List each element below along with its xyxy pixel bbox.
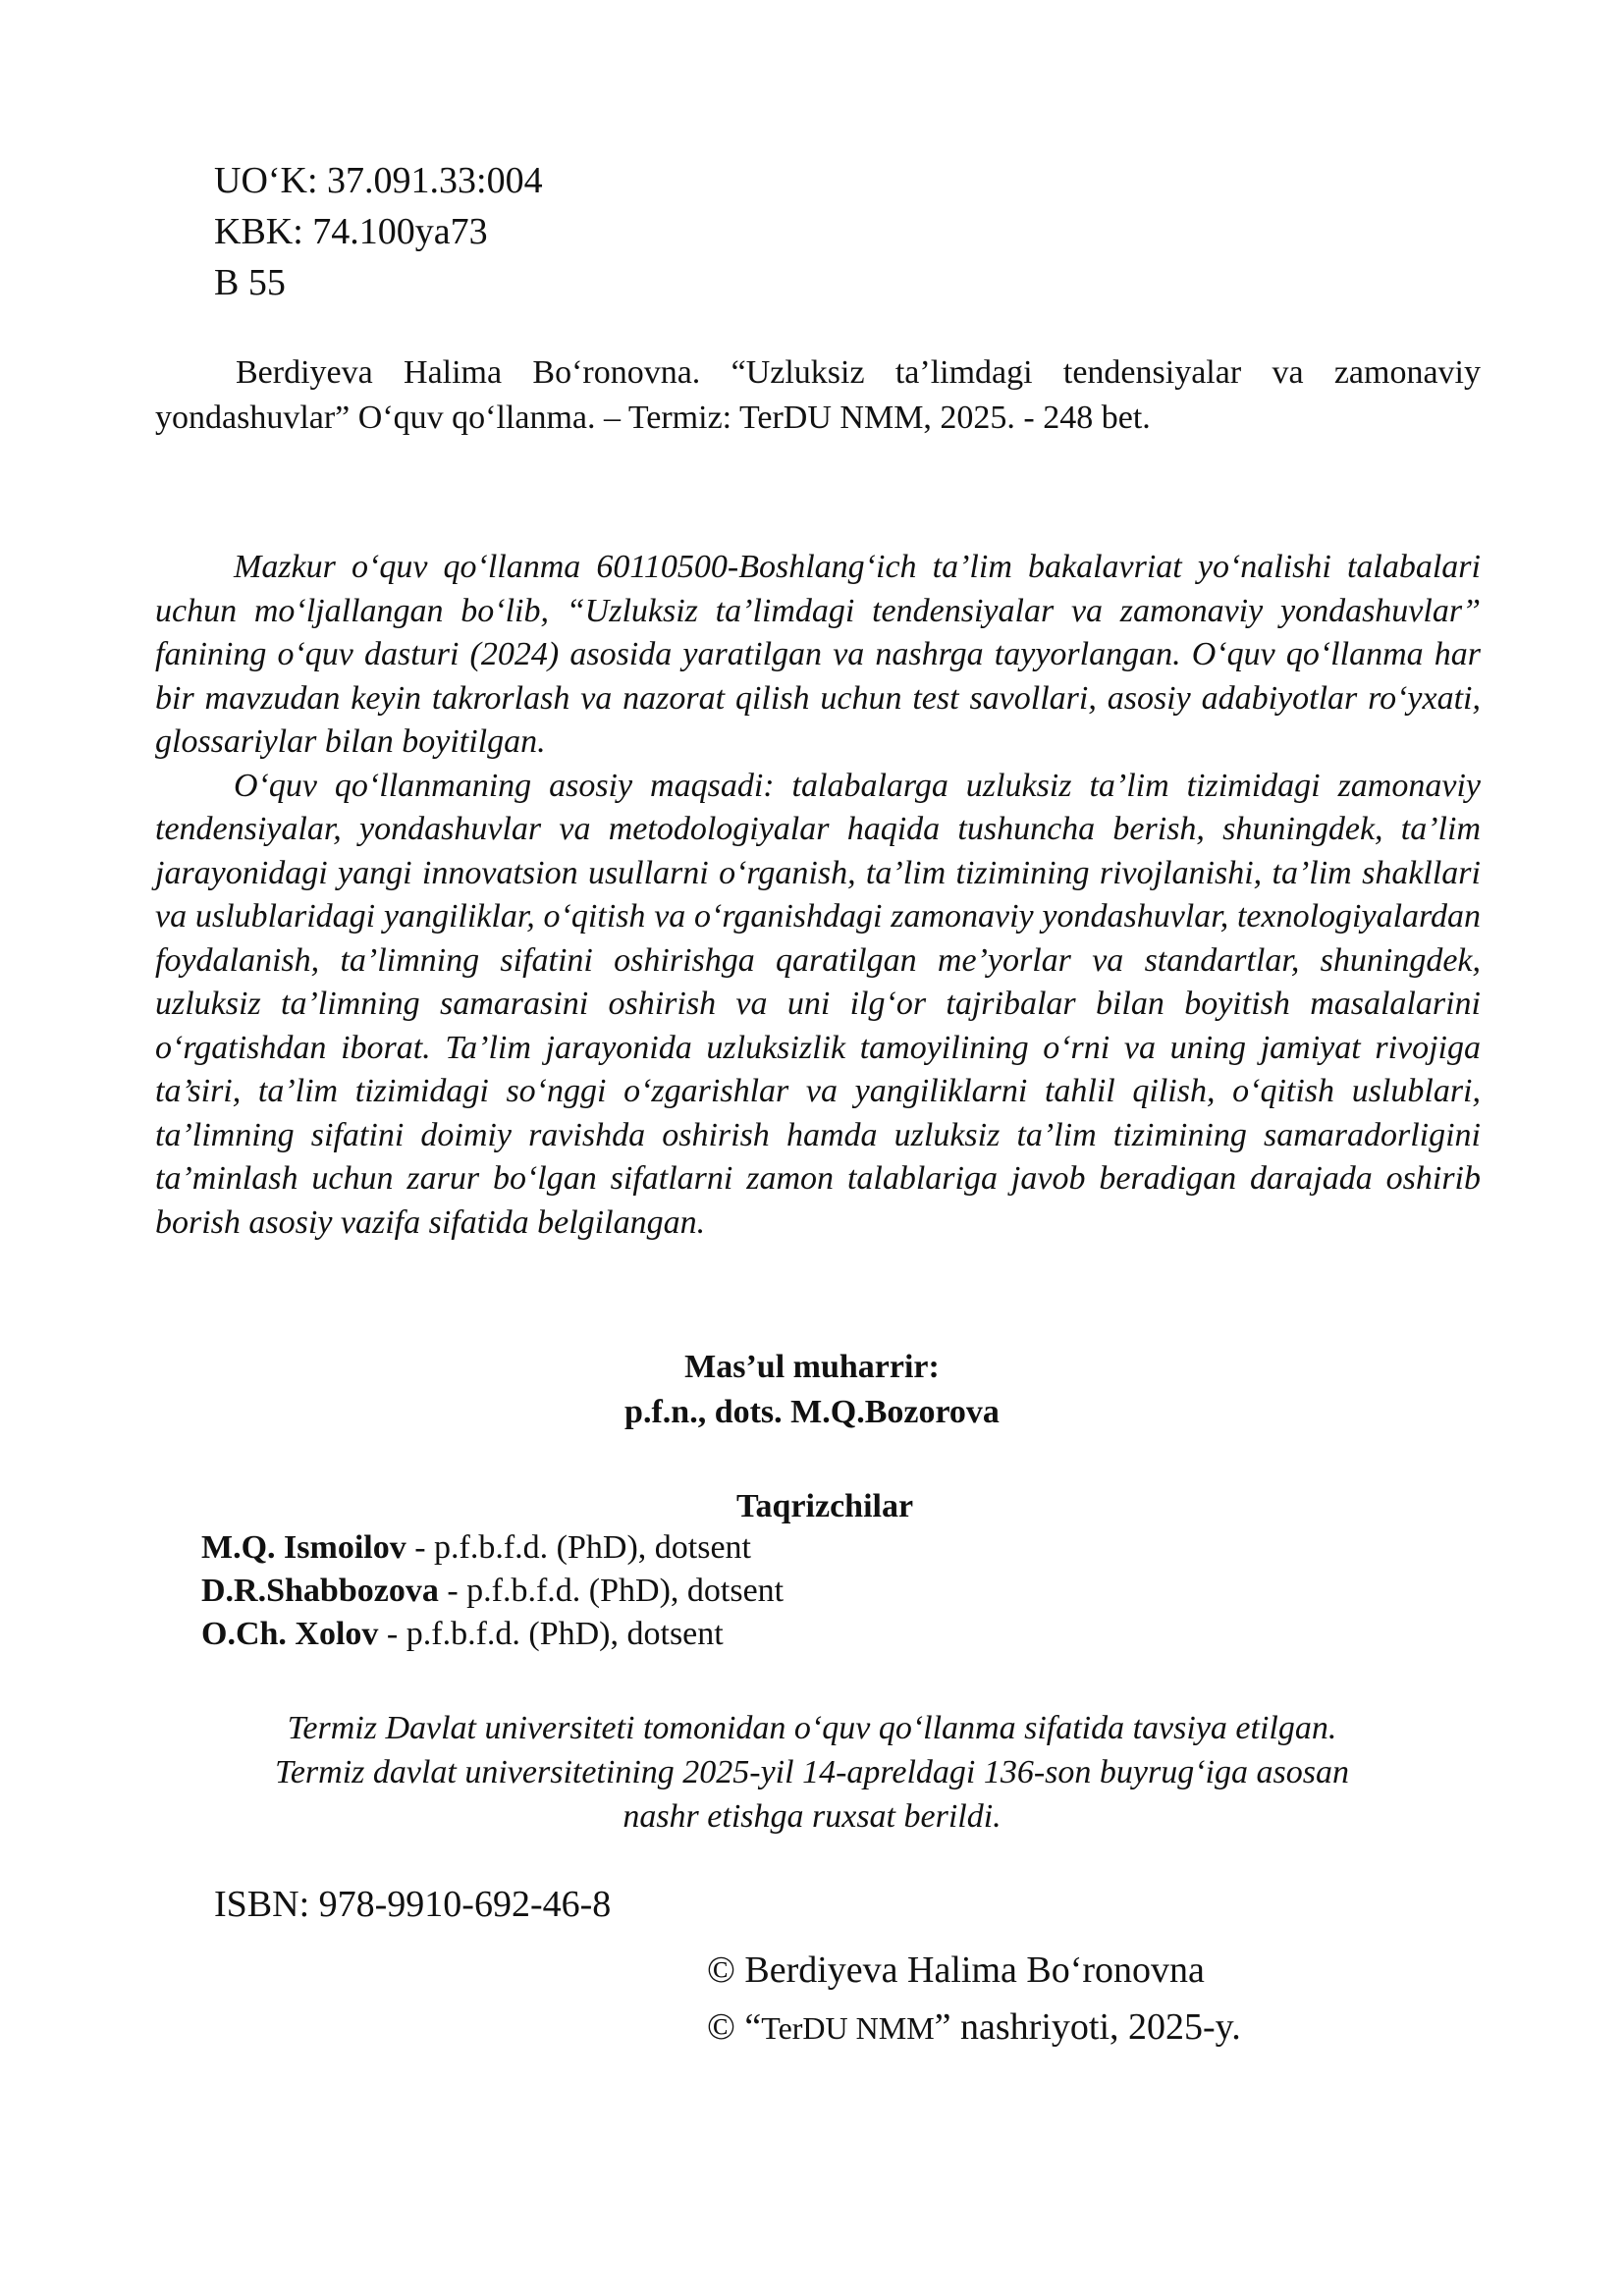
copyright-block [707, 1942, 1241, 2056]
bibliographic-record: Berdiyeva Halima Bo‘ronovna. “Uzluksiz ta’limdagi tendensiyalar va zamonaviy yondashuvlar” O‘quv qo‘llanma. – Termiz: TerDU NMM, 2025. - 248 bet. [155, 354, 1481, 436]
editor-name: p.f.n., dots. M.Q.Bozorova [624, 1394, 1000, 1430]
copyright-author: © Berdiyeva Halima Bo‘ronovna [707, 1949, 1205, 1991]
reviewer-title: - p.f.b.f.d. (PhD), dotsent [406, 1529, 752, 1566]
responsible-editor [0, 1345, 1624, 1435]
udc-code: UO‘K: 37.091.33:004 [214, 160, 543, 201]
reviewer-name: D.R.Shabbozova [201, 1573, 439, 1609]
approval-line-2: Termiz davlat universitetining 2025-yil 14-apreldagi 136-son buyrug‘iga asosan [275, 1754, 1349, 1790]
bbk-code: KBK: 74.100ya73 [214, 211, 488, 252]
reviewer-item [201, 1570, 784, 1613]
reviewer-title: - p.f.b.f.d. (PhD), dotsent [438, 1573, 785, 1609]
reviewer-name: O.Ch. Xolov [201, 1616, 379, 1652]
copyright-publisher [707, 1999, 1241, 2056]
approval-line-1: Termiz Davlat universiteti tomonidan o‘quv qo‘llanma sifatida tavsiya etilgan. [287, 1710, 1337, 1746]
editor-heading: Mas’ul muharrir: [684, 1349, 940, 1385]
reviewer-name: M.Q. Ismoilov [201, 1529, 406, 1566]
classification-codes [214, 155, 543, 308]
author-mark: B 55 [214, 262, 286, 303]
copyright-publisher-suffix: ” nashriyoti, 2025-y. [934, 2006, 1241, 2048]
reviewer-item [201, 1526, 784, 1570]
reviewers-heading: Taqrizchilar [736, 1488, 914, 1524]
reviewer-title: - p.f.b.f.d. (PhD), dotsent [378, 1616, 724, 1652]
publisher-name: TerDU NMM [761, 2010, 935, 2046]
approval-note [0, 1706, 1624, 1839]
reviewer-item [201, 1613, 784, 1656]
abstract-paragraph-2: O‘quv qo‘llanmaning asosiy maqsadi: talabalarga uzluksiz ta’lim tizimidagi zamonaviy tendensiyalar, yondashuvlar va metodologiyalar haqida tushuncha berish, shuningdek, ta’lim jarayonidagi yangi innovatsion usullarni o‘rganish, ta’lim tizimining rivojlanishi, ta’lim shakllari va uslublaridagi yangiliklar, o‘qitish va o‘rganishdagi zamonaviy yondashuvlar, texnologiyalardan foydalanish, ta’limning sifatini oshirishga qaratilgan me’yorlar va standartlar, shuningdek, uzluksiz ta’limning samarasini oshirish va uni ilg‘or tajribalar bilan boyitish masalalarini o‘rgatishdan iborat. Ta’lim jarayonida uzluksizlik tamoyilining o‘rni va uning jamiyat rivojiga ta’siri, ta’lim tizimidagi so‘nggi o‘zgarishlar va yangiliklarni tahlil qilish, o‘qitish uslublari, ta’limning sifatini doimiy ravishda oshirish hamda uzluksiz ta’lim tizimining samaradorligini ta’minlash uchun zarur bo‘lgan sifatlarni zamon talablariga javob beradigan darajada oshirib borish asosiy vazifa sifatida belgilangan. [155, 767, 1481, 1241]
abstract-paragraph-1: Mazkur o‘quv qo‘llanma 60110500-Boshlang‘ich ta’lim bakalavriat yo‘nalishi talabalari uchun mo‘ljallangan bo‘lib, “Uzluksiz ta’limdagi tendensiyalar va zamonaviy yondashuvlar” fanining o‘quv dasturi (2024) asosida yaratilgan va nashrga tayyorlangan. O‘quv qo‘llanma har bir mavzudan keyin takrorlash va nazorat qilish uchun test savollari, asosiy adabiyotlar ro‘yxati, glossariylar bilan boyitilgan. [155, 549, 1481, 760]
isbn: ISBN: 978-9910-692-46-8 [214, 1884, 612, 1925]
copyright-publisher-prefix: © “ [707, 2006, 762, 2048]
abstract [155, 546, 1481, 1245]
approval-line-3: nashr etishga ruxsat berildi. [623, 1798, 1001, 1835]
reviewers-list [201, 1526, 784, 1656]
